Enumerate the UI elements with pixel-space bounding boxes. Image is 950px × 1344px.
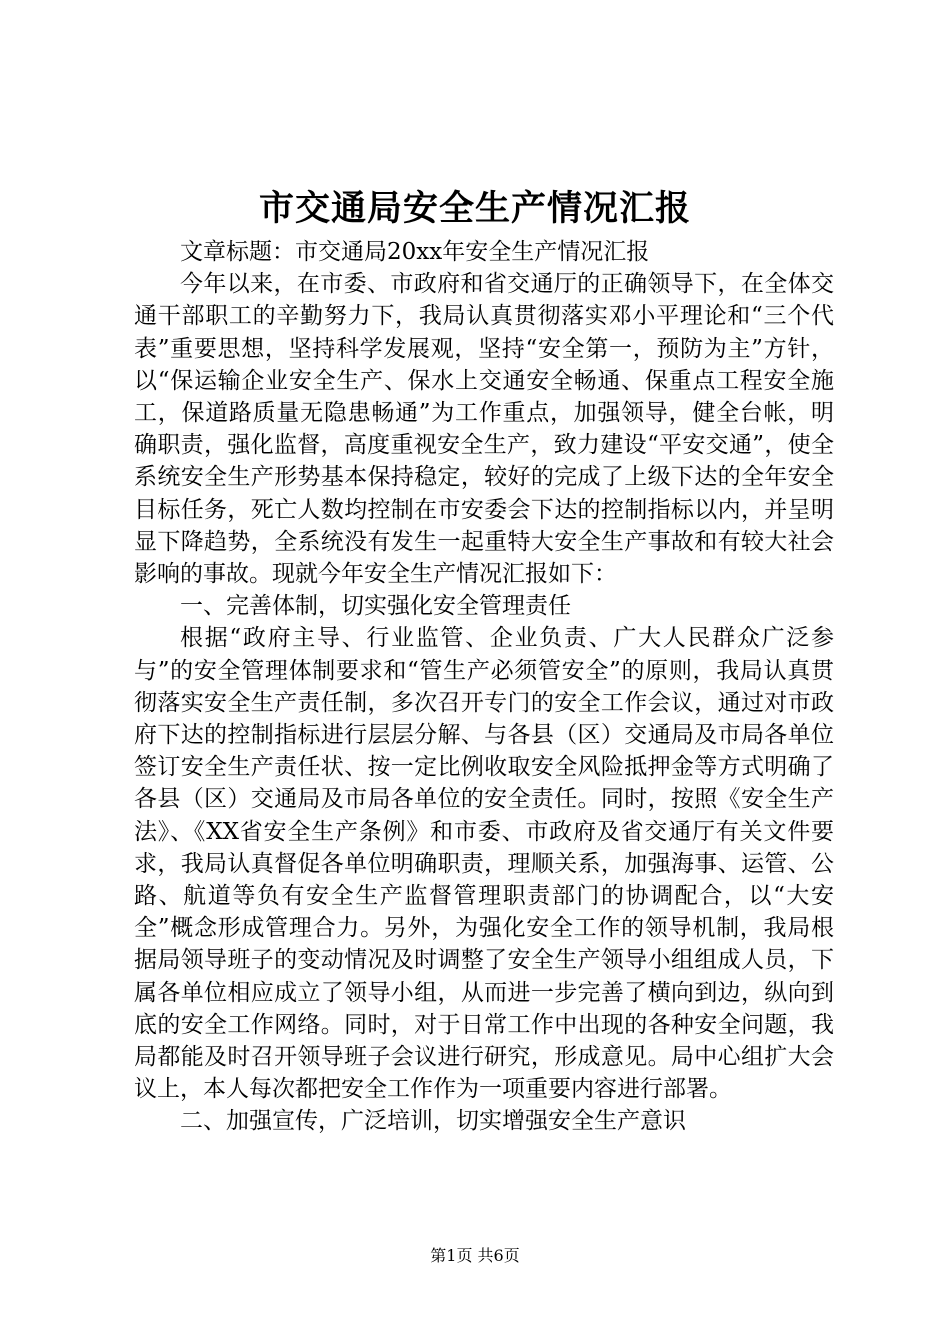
page-number: 第1页 共6页 <box>430 1246 520 1265</box>
article-title-line: 文章标题：市交通局20xx年安全生产情况汇报 <box>180 239 650 265</box>
section-heading-2: 二、加强宣传，广泛培训，切实增强安全生产意识 <box>180 1108 686 1135</box>
section-1-paragraph: 根据“政府主导、行业监管、企业负责、广大人民群众广泛参与”的安全管理体制要求和“管生产必须管安全”的原则，我局认真贯彻落实安全生产责任制，多次召开专门的安全工作会议，通过对市政府下达的控制指标进行层层分解、与各县（区）交通局及市局各单位签订安全生产责任状、按一定比例收取安全风险抵押金等方式明确了各县（区）交通局及市局各单位的安全责任。同时，按照《安全生产法》、《XX省安全生产条例》和市委、市政府及省交通厅有关文件要求，我局认真督促各单位明确职责，理顺关系，加强海事、运管、公路、航道等负有安全生产监督管理职责部门的协调配合，以“大安全”概念形成管理合力。另外，为强化安全工作的领导机制，我局根据局领导班子的变动情况及时调整了安全生产领导小组组成人员，下属各单位相应成立了领导小组，从而进一步完善了横向到边，纵向到底的安全工作网络。同时，对于日常工作中出现的各种安全问题，我局都能及时召开领导班子会议进行研究，形成意见。局中心组扩大会议上，本人每次都把安全工作作为一项重要内容进行部署。 <box>134 625 834 1103</box>
intro-paragraph: 今年以来，在市委、市政府和省交通厅的正确领导下，在全体交通干部职工的辛勤努力下，我局认真贯彻落实邓小平理论和“三个代表”重要思想，坚持科学发展观，坚持“安全第一，预防为主”方针，以“保运输企业安全生产、保水上交通安全畅通、保重点工程安全施工，保道路质量无隐患畅通”为工作重点，加强领导，健全台帐，明确职责，强化监督，高度重视安全生产，致力建设“平安交通”，使全系统安全生产形势基本保持稳定，较好的完成了上级下达的全年安全目标任务，死亡人数均控制在市安委会下达的控制指标以内，并呈明显下降趋势，全系统没有发生一起重特大安全生产事故和有较大社会影响的事故。现就今年安全生产情况汇报如下： <box>134 271 834 588</box>
document-title: 市交通局安全生产情况汇报 <box>258 188 691 229</box>
document-body <box>134 236 834 1138</box>
section-heading-1: 一、完善体制，切实强化安全管理责任 <box>180 593 571 620</box>
